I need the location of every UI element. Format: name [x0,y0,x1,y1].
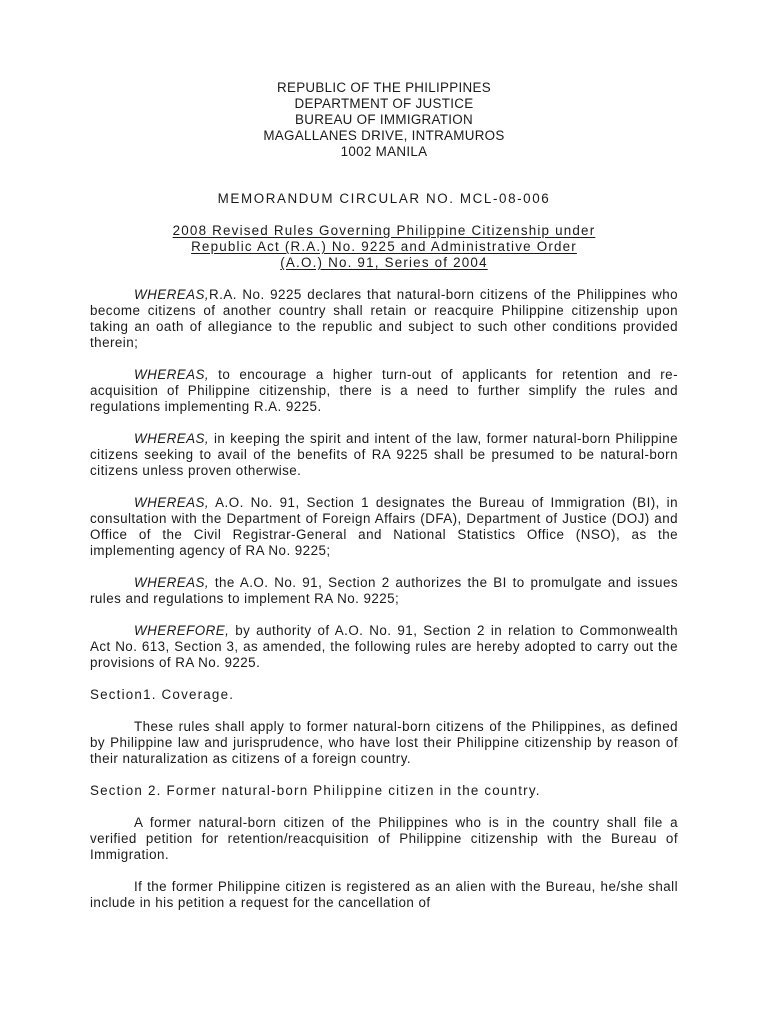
document-page [90,80,678,924]
whereas-text: the A.O. No. 91, Section 2 authorizes the BI to promulgate and issues rules and regulations to implement RA No. 9225; [90,575,678,606]
section-1-heading: Section1. Coverage. [90,687,235,702]
whereas-clause-2 [90,367,678,415]
subject-line-3: (A.O.) No. 91, Series of 2004 [280,255,488,270]
letterhead [90,80,678,160]
letterhead-address: MAGALLANES DRIVE, INTRAMUROS [263,128,505,143]
whereas-keyword: WHEREAS, [134,575,210,590]
whereas-clause-4 [90,495,678,559]
whereas-text: to encourage a higher turn-out of applicants for retention and re-acquisition of Philippine citizenship, there is a need to further simplify the rules and regulations implementing R.A. 9225. [90,367,678,414]
whereas-text: A.O. No. 91, Section 1 designates the Bureau of Immigration (BI), in consultation with the Department of Foreign Affairs (DFA), Department of Justice (DOJ) and Office of the Civil Registrar-General and National Statistics Office (NSO), as the implementing agency of RA No. 9225; [90,495,678,558]
whereas-keyword: WHEREAS, [134,431,210,446]
whereas-keyword: WHEREAS, [134,287,210,302]
section-2-paragraph-1: A former natural-born citizen of the Philippines who is in the country shall file a verified petition for retention/reacquisition of Philippine citizenship with the Bureau of Immigration. [90,815,678,862]
letterhead-republic: REPUBLIC OF THE PHILIPPINES [277,80,491,95]
subject-line-1: 2008 Revised Rules Governing Philippine Citizenship under [172,223,596,238]
letterhead-department: DEPARTMENT OF JUSTICE [294,96,474,111]
memorandum-subject [90,223,678,271]
section-1-text: These rules shall apply to former natural-born citizens of the Philippines, as defined by Philippine law and jurisprudence, who have lost their Philippine citizenship by reason of their naturalization as citizens of a foreign country. [90,719,678,766]
memorandum-number: MEMORANDUM CIRCULAR NO. MCL-08-006 [217,191,551,206]
letterhead-bureau: BUREAU OF IMMIGRATION [295,112,473,127]
whereas-text: in keeping the spirit and intent of the law, former natural-born Philippine citizens seeking to avail of the benefits of RA 9225 shall be presumed to be natural-born citizens unless proven otherwise. [90,431,678,478]
whereas-keyword: WHEREAS, [134,495,210,510]
whereas-clause-3 [90,431,678,479]
subject-line-2: Republic Act (R.A.) No. 9225 and Administrative Order [191,239,577,254]
section-2-paragraph-2: If the former Philippine citizen is registered as an alien with the Bureau, he/she shall include in his petition a request for the cancellation of [90,879,678,910]
whereas-keyword: WHEREAS, [134,367,210,382]
wherefore-text: by authority of A.O. No. 91, Section 2 in relation to Commonwealth Act No. 613, Section 3, as amended, the following rules are hereby adopted to carry out the provisions of RA No. 9225. [90,623,678,670]
whereas-clause-1 [90,287,678,351]
whereas-clause-5 [90,575,678,607]
letterhead-city: 1002 MANILA [340,144,428,159]
wherefore-keyword: WHEREFORE, [134,623,230,638]
whereas-text: R.A. No. 9225 declares that natural-born citizens of the Philippines who become citizens of another country shall retain or reacquire Philippine citizenship upon taking an oath of allegiance to the republic and subject to such other conditions provided therein; [90,287,678,350]
wherefore-clause [90,623,678,671]
section-2-heading: Section 2. Former natural-born Philippine citizen in the country. [90,783,541,798]
